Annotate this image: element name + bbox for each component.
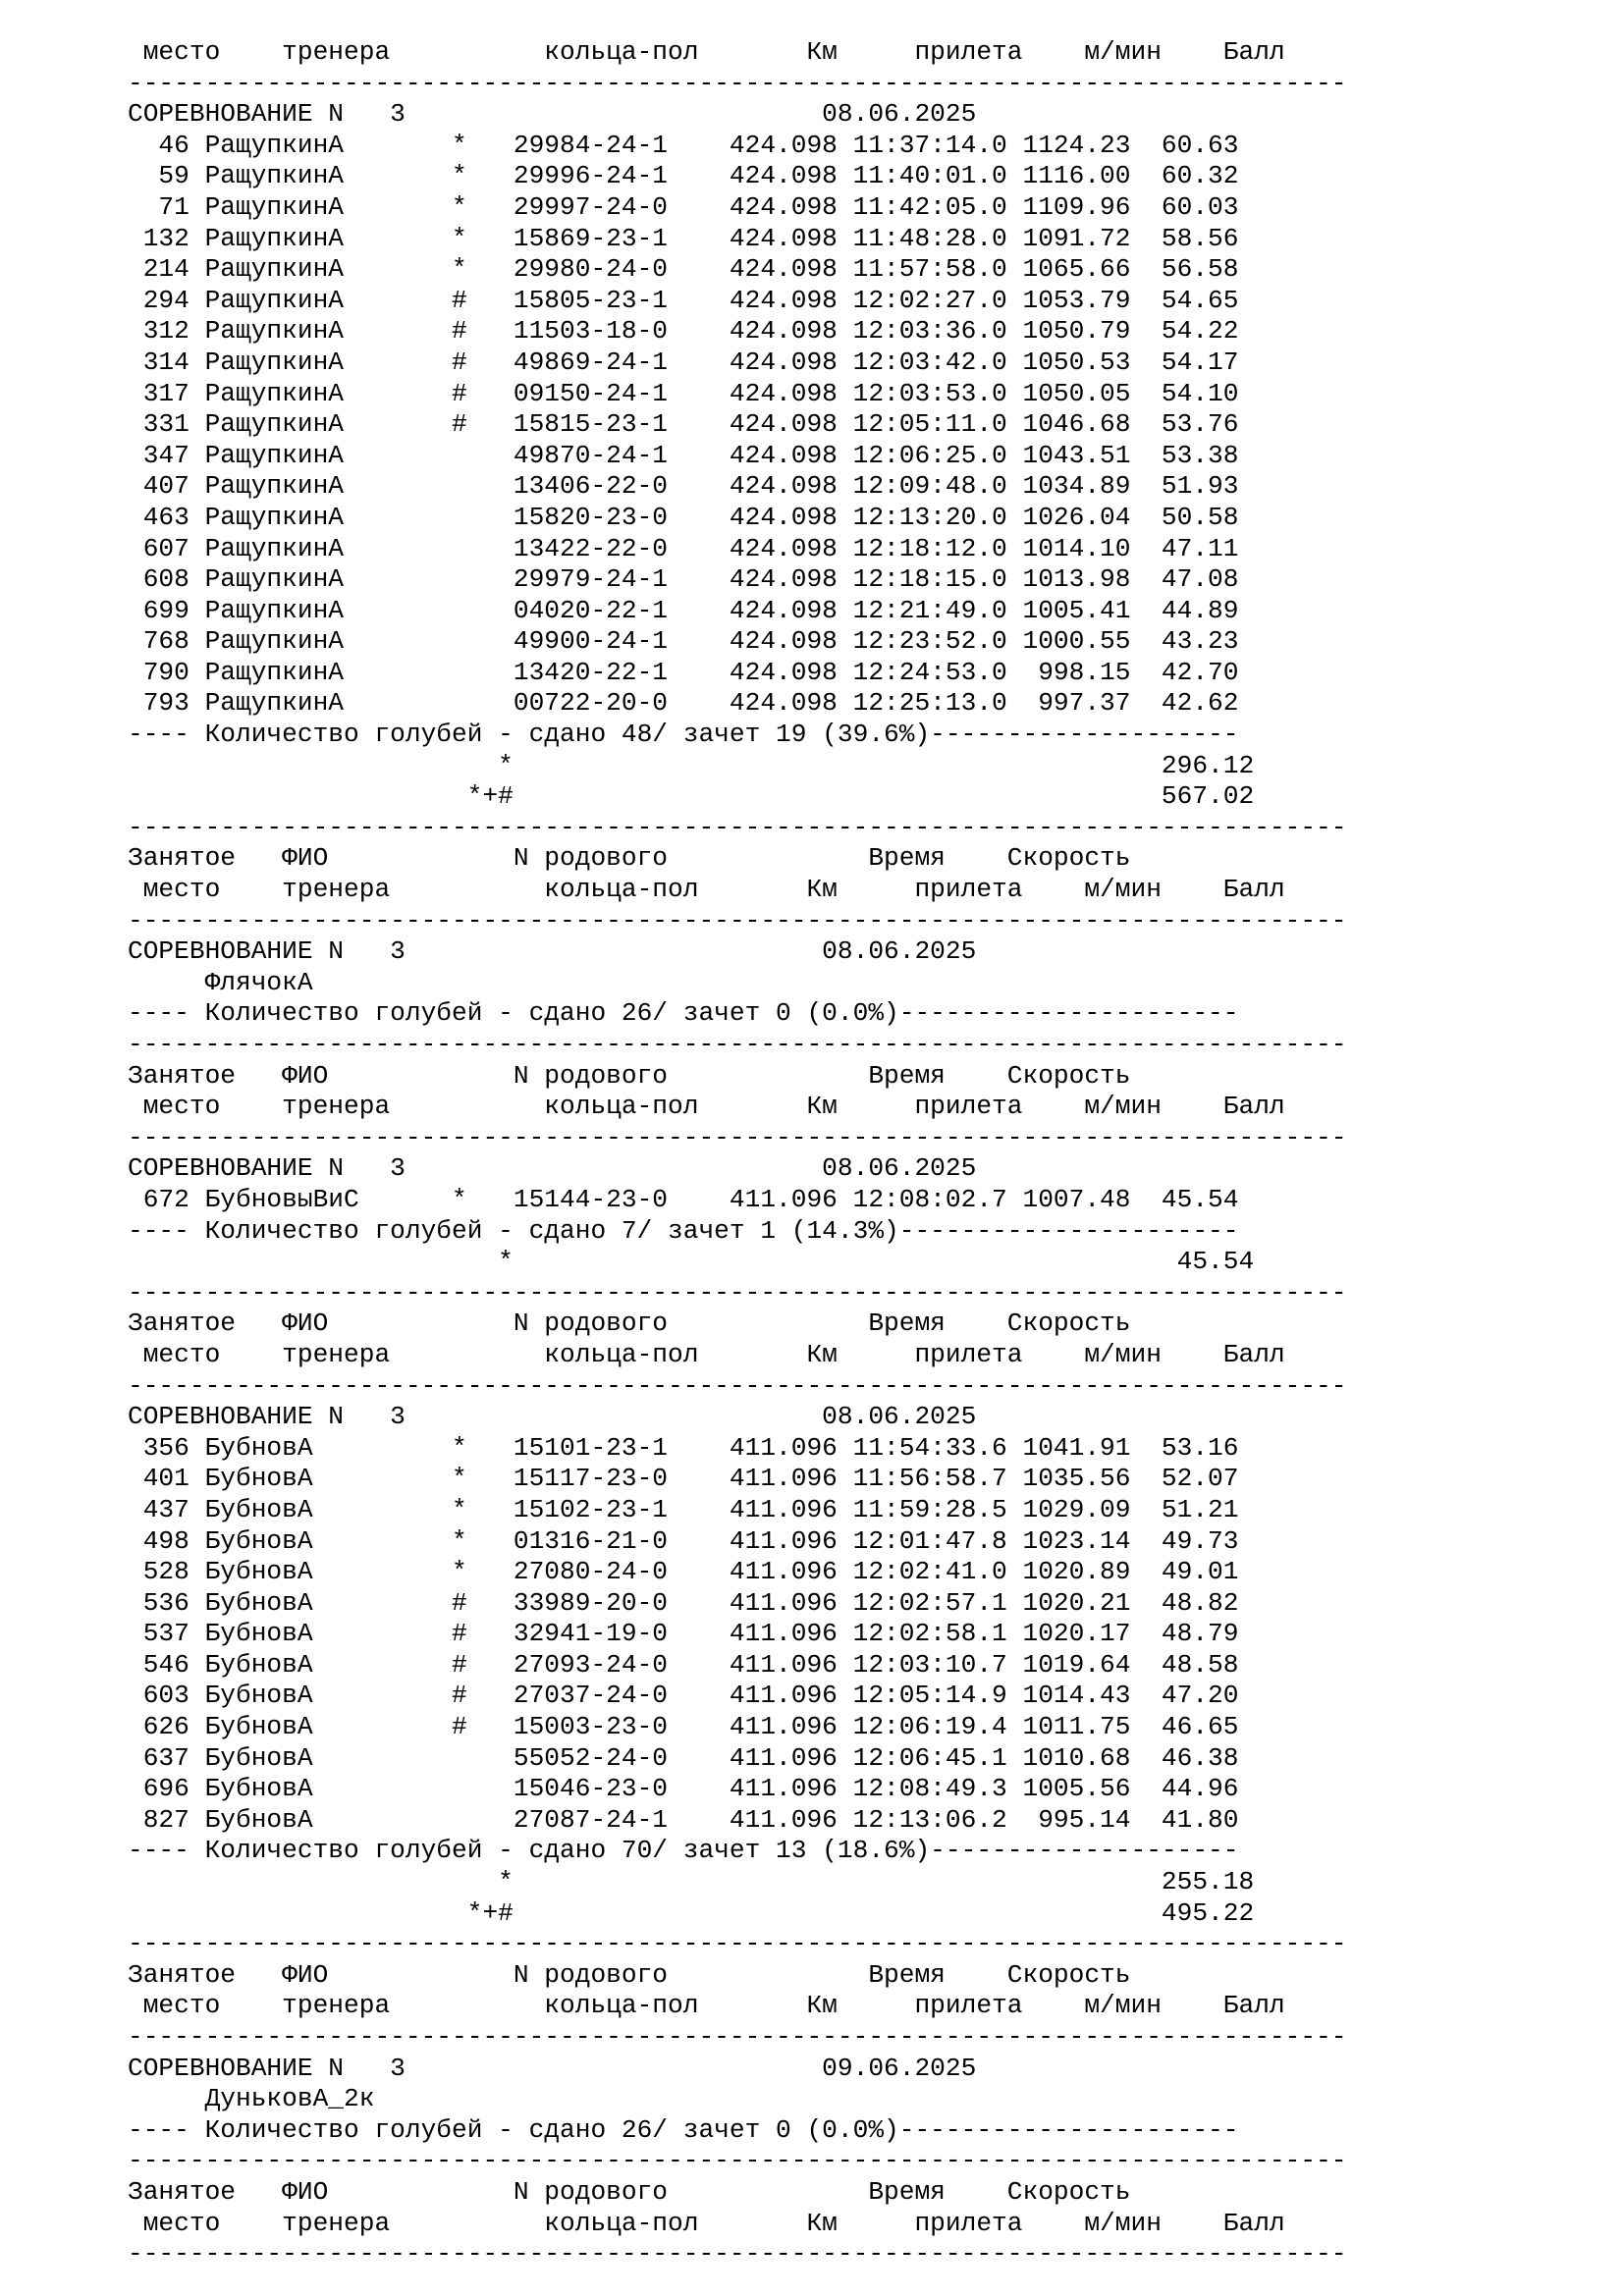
result-row: 356 БубновА * 15101-23-1 411.096 11:54:33.6 1041.91 53.16 (128, 1432, 1239, 1463)
result-row: 437 БубновА * 15102-23-1 411.096 11:59:28.5 1029.09 51.21 (128, 1494, 1239, 1524)
column-header: Занятое ФИО N родового Время Скорость (128, 2176, 1131, 2207)
separator-line: ------------------------------------------------------------------------------- (128, 1370, 1347, 1401)
points-total: * 45.54 (128, 1247, 1255, 1277)
result-row: 768 РащупкинА 49900-24-1 424.098 12:23:52.0 1000.55 43.23 (128, 626, 1239, 657)
result-row: 214 РащупкинА * 29980-24-0 424.098 11:57:58.0 1065.66 56.58 (128, 254, 1239, 285)
result-row: 607 РащупкинА 13422-22-0 424.098 12:18:12.0 1014.10 47.11 (128, 533, 1239, 563)
column-header: место тренера кольца-пол Км прилета м/мин Балл (128, 1339, 1285, 1369)
competition-header: СОРЕВНОВАНИЕ N 3 08.06.2025 (128, 99, 977, 130)
competition-header: СОРЕВНОВАНИЕ N 3 09.06.2025 (128, 2053, 977, 2083)
column-header: Занятое ФИО N родового Время Скорость (128, 843, 1131, 874)
result-row: 46 РащупкинА * 29984-24-1 424.098 11:37:14.0 1124.23 60.63 (128, 130, 1239, 160)
column-header: место тренера кольца-пол Км прилета м/мин Балл (128, 1991, 1285, 2021)
pigeon-count-summary: ---- Количество голубей - сдано 26/ зачет 0 (0.0%)---------------------- (128, 2114, 1239, 2145)
points-total: * 296.12 (128, 750, 1255, 780)
result-row: 528 БубновА * 27080-24-0 411.096 12:02:41.0 1020.89 49.01 (128, 1557, 1239, 1587)
column-header: место тренера кольца-пол Км прилета м/мин Балл (128, 2208, 1285, 2238)
result-row: 608 РащупкинА 29979-24-1 424.098 12:18:15.0 1013.98 47.08 (128, 564, 1239, 595)
result-row: 132 РащупкинА * 15869-23-1 424.098 11:48:28.0 1091.72 58.56 (128, 223, 1239, 253)
result-row: 637 БубновА 55052-24-0 411.096 12:06:45.1 1010.68 46.38 (128, 1742, 1239, 1773)
column-header: место тренера кольца-пол Км прилета м/мин Балл (128, 37, 1285, 67)
result-row: 672 БубновыВиС * 15144-23-0 411.096 12:08:02.7 1007.48 45.54 (128, 1184, 1239, 1214)
result-row: 626 БубновА # 15003-23-0 411.096 12:06:19.4 1011.75 46.65 (128, 1712, 1239, 1742)
result-row: 294 РащупкинА # 15805-23-1 424.098 12:02:27.0 1053.79 54.65 (128, 285, 1239, 315)
separator-line: ------------------------------------------------------------------------------- (128, 2146, 1347, 2176)
separator-line: ------------------------------------------------------------------------------- (128, 1929, 1347, 1959)
column-header: Занятое ФИО N родового Время Скорость (128, 1959, 1131, 1990)
separator-line: ------------------------------------------------------------------------------- (128, 905, 1347, 935)
competition-header: СОРЕВНОВАНИЕ N 3 08.06.2025 (128, 1153, 977, 1184)
competition-header: СОРЕВНОВАНИЕ N 3 08.06.2025 (128, 936, 977, 967)
result-row: 699 РащупкинА 04020-22-1 424.098 12:21:49.0 1005.41 44.89 (128, 595, 1239, 625)
result-row: 793 РащупкинА 00722-20-0 424.098 12:25:13.0 997.37 42.62 (128, 688, 1239, 719)
separator-line: ------------------------------------------------------------------------------- (128, 1277, 1347, 1308)
pigeon-count-summary: ---- Количество голубей - сдано 26/ зачет 0 (0.0%)---------------------- (128, 998, 1239, 1029)
column-header: Занятое ФИО N родового Время Скорость (128, 1308, 1131, 1339)
result-row: 314 РащупкинА # 49869-24-1 424.098 12:03:42.0 1050.53 54.17 (128, 347, 1239, 377)
pigeon-count-summary: ---- Количество голубей - сдано 70/ зачет 13 (18.6%)-------------------- (128, 1836, 1239, 1866)
pigeon-count-summary: ---- Количество голубей - сдано 48/ зачет 19 (39.6%)-------------------- (128, 720, 1239, 750)
result-row: 546 БубновА # 27093-24-0 411.096 12:03:10.7 1019.64 48.58 (128, 1649, 1239, 1680)
result-row: 71 РащупкинА * 29997-24-0 424.098 11:42:05.0 1109.96 60.03 (128, 191, 1239, 222)
separator-line: ------------------------------------------------------------------------------- (128, 1030, 1347, 1059)
result-row: 312 РащупкинА # 11503-18-0 424.098 12:03:36.0 1050.79 54.22 (128, 316, 1239, 347)
points-total: *+# 567.02 (128, 781, 1255, 812)
points-total: *+# 495.22 (128, 1897, 1255, 1928)
competition-header: СОРЕВНОВАНИЕ N 3 08.06.2025 (128, 1402, 977, 1432)
separator-line: ------------------------------------------------------------------------------- (128, 2239, 1347, 2269)
result-row: 407 РащупкинА 13406-22-0 424.098 12:09:48.0 1034.89 51.93 (128, 471, 1239, 502)
result-row: 790 РащупкинА 13420-22-1 424.098 12:24:53.0 998.15 42.70 (128, 657, 1239, 687)
column-header: место тренера кольца-пол Км прилета м/мин Балл (128, 875, 1285, 905)
result-row: 827 БубновА 27087-24-1 411.096 12:13:06.2 995.14 41.80 (128, 1804, 1239, 1835)
column-header: Занятое ФИО N родового Время Скорость (128, 1060, 1131, 1091)
result-row: 347 РащупкинА 49870-24-1 424.098 12:06:25.0 1043.51 53.38 (128, 440, 1239, 470)
result-row: 498 БубновА * 01316-21-0 411.096 12:01:47.8 1023.14 49.73 (128, 1525, 1239, 1556)
result-row: 536 БубновА # 33989-20-0 411.096 12:02:57.1 1020.21 48.82 (128, 1587, 1239, 1618)
separator-line: ------------------------------------------------------------------------------- (128, 2022, 1347, 2052)
result-row: 331 РащупкинА # 15815-23-1 424.098 12:05:11.0 1046.68 53.76 (128, 409, 1239, 440)
trainer-name: ФлячокА (128, 967, 313, 997)
column-header: место тренера кольца-пол Км прилета м/мин Балл (128, 1092, 1285, 1122)
result-row: 463 РащупкинА 15820-23-0 424.098 12:13:20.0 1026.04 50.58 (128, 502, 1239, 532)
results-report (128, 37, 1347, 2270)
result-row: 696 БубновА 15046-23-0 411.096 12:08:49.3 1005.56 44.96 (128, 1774, 1239, 1804)
points-total: * 255.18 (128, 1867, 1255, 1897)
trainer-name: ДуньковА_2к (128, 2084, 375, 2114)
result-row: 537 БубновА # 32941-19-0 411.096 12:02:58.1 1020.17 48.79 (128, 1619, 1239, 1649)
result-row: 603 БубновА # 27037-24-0 411.096 12:05:14.9 1014.43 47.20 (128, 1681, 1239, 1711)
pigeon-count-summary: ---- Количество голубей - сдано 7/ зачет 1 (14.3%)---------------------- (128, 1215, 1239, 1246)
separator-line: ------------------------------------------------------------------------------- (128, 1122, 1347, 1152)
separator-line: ------------------------------------------------------------------------------- (128, 68, 1347, 98)
result-row: 59 РащупкинА * 29996-24-1 424.098 11:40:01.0 1116.00 60.32 (128, 161, 1239, 191)
result-row: 317 РащупкинА # 09150-24-1 424.098 12:03:53.0 1050.05 54.10 (128, 378, 1239, 408)
separator-line: ------------------------------------------------------------------------------- (128, 812, 1347, 842)
result-row: 401 БубновА * 15117-23-0 411.096 11:56:58.7 1035.56 52.07 (128, 1464, 1239, 1494)
